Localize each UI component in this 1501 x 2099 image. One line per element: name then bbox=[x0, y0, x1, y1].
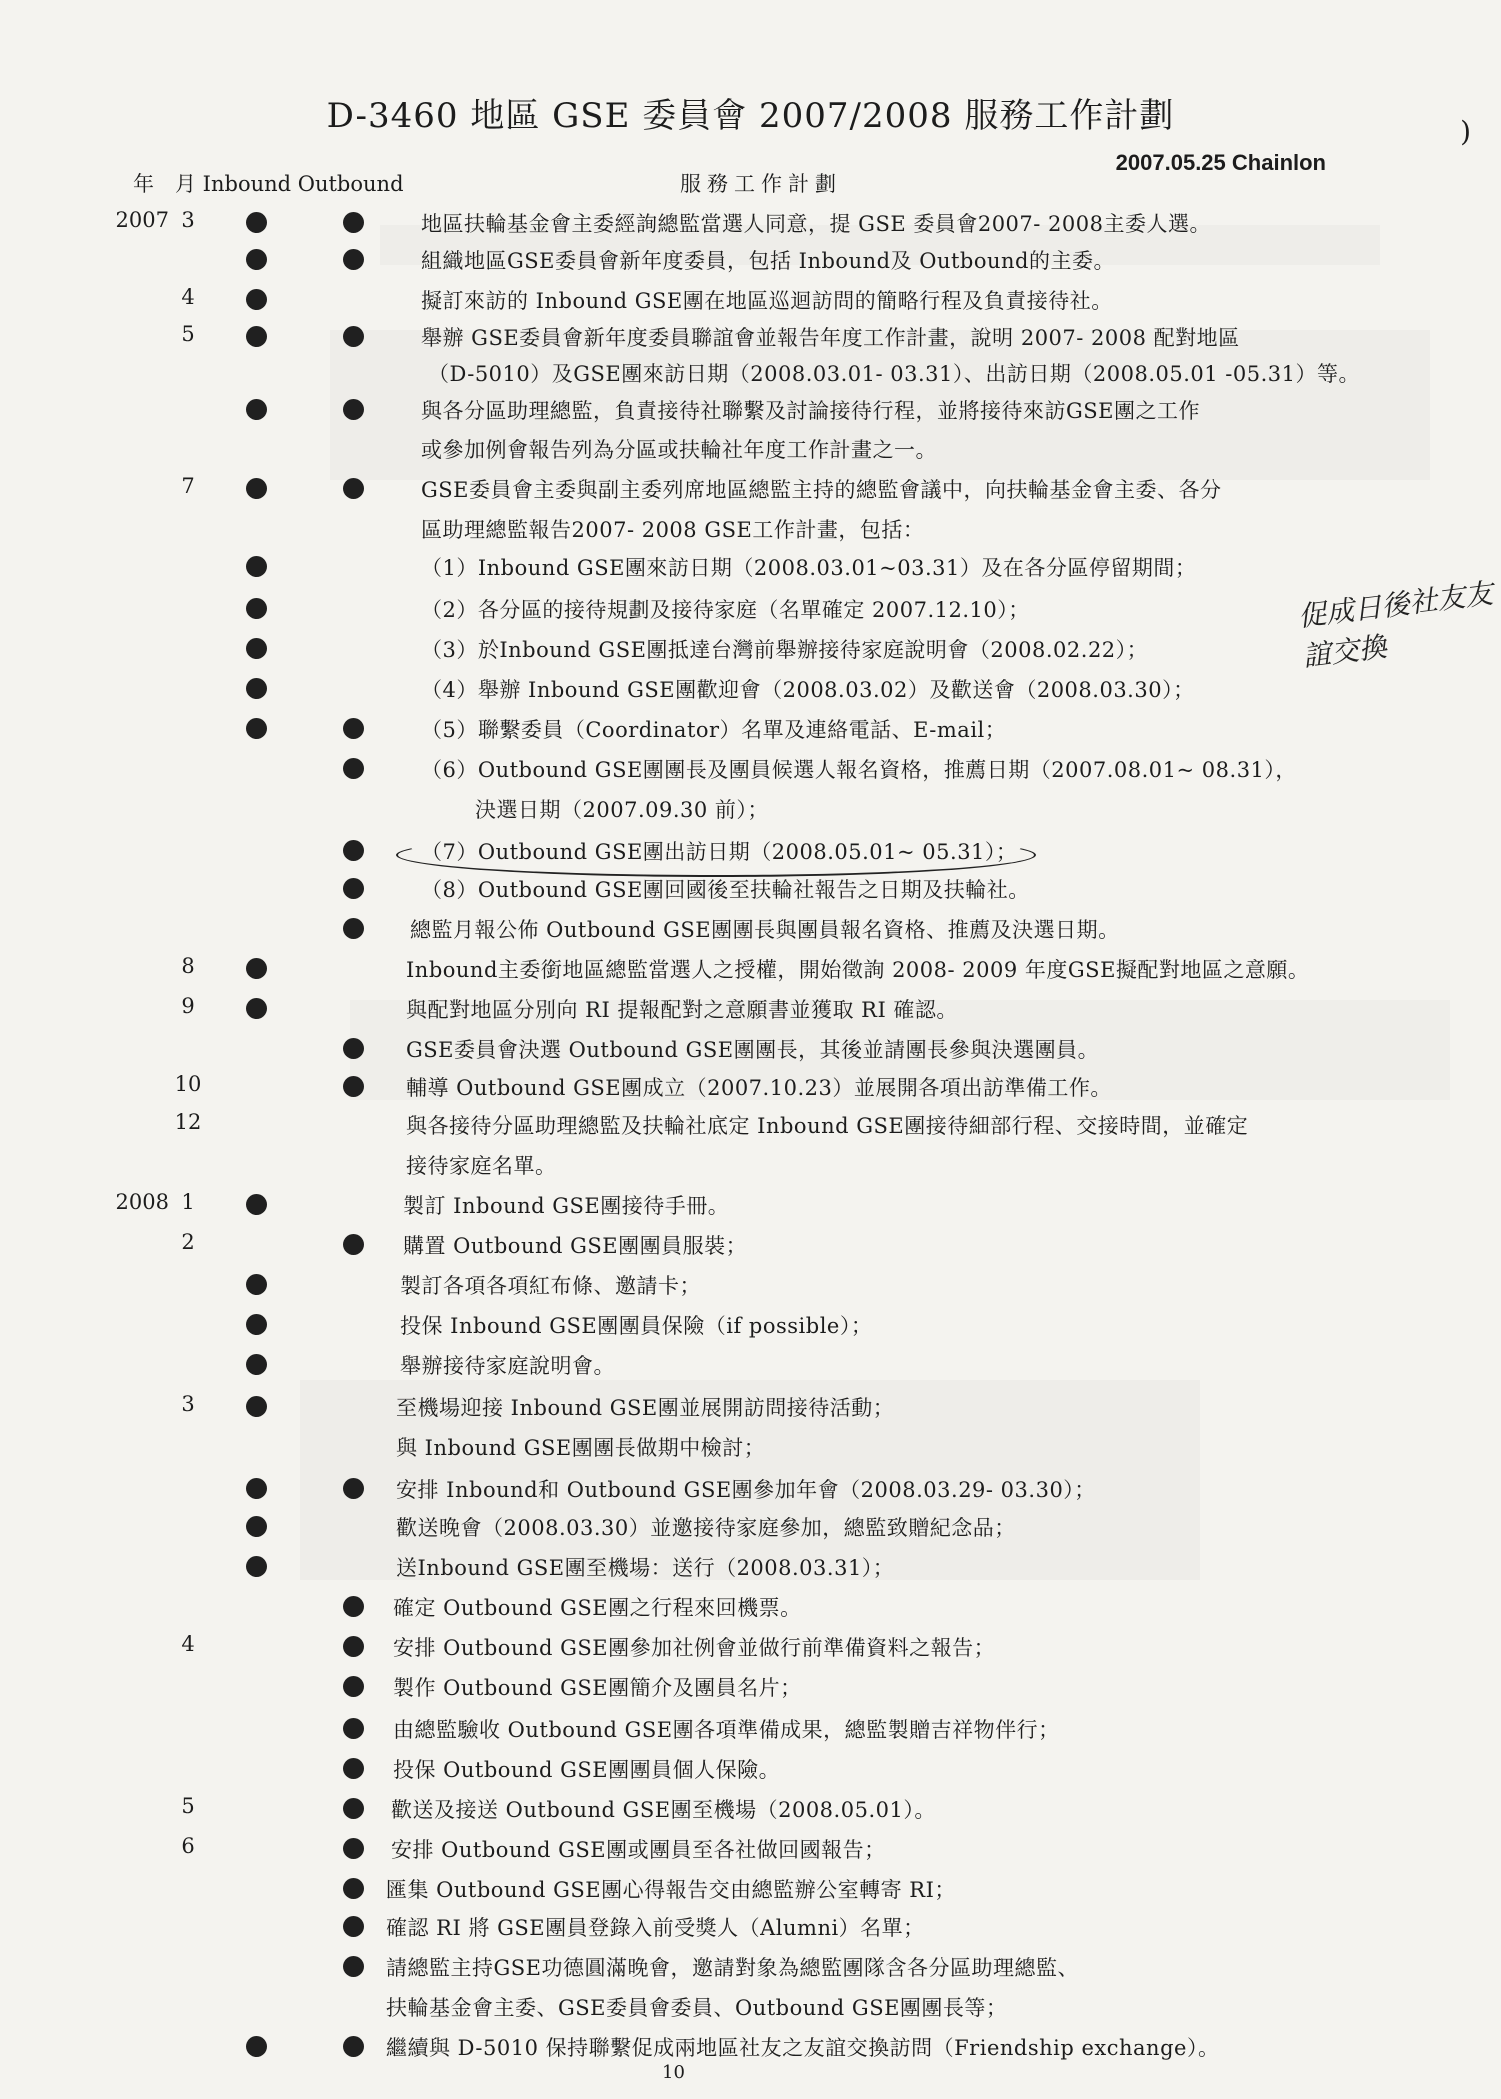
row-text: 組織地區GSE委員會新年度委員，包括 Inbound及 Outbound的主委。 bbox=[421, 249, 1115, 273]
row-month: 5 bbox=[181, 322, 195, 346]
row-text: 與各接待分區助理總監及扶輪社底定 Inbound GSE團接待細部行程、交接時間，並確定 bbox=[406, 1114, 1249, 1138]
plan-row bbox=[0, 208, 1501, 240]
inbound-marker bbox=[246, 478, 267, 499]
inbound-marker bbox=[246, 1478, 267, 1499]
row-text: 請總監主持GSE功德圓滿晚會，邀請對象為總監團隊含各分區助理總監、 bbox=[386, 1956, 1079, 1980]
row-text: 與配對地區分別向 RI 提報配對之意願書並獲取 RI 確認。 bbox=[406, 998, 958, 1022]
plan-row bbox=[0, 994, 1501, 1026]
inbound-marker bbox=[246, 1194, 267, 1215]
outbound-marker bbox=[343, 249, 364, 270]
outbound-marker bbox=[343, 1878, 364, 1899]
row-month: 3 bbox=[181, 1392, 195, 1416]
row-text: 與各分區助理總監，負責接待社聯繫及討論接待行程，並將接待來訪GSE團之工作 bbox=[421, 399, 1200, 423]
edge-mark: ) bbox=[1460, 115, 1471, 148]
plan-row bbox=[0, 1912, 1501, 1944]
outbound-marker bbox=[343, 1676, 364, 1697]
plan-row bbox=[0, 1392, 1501, 1424]
inbound-marker bbox=[246, 1556, 267, 1577]
column-header-left: 年 月 Inbound Outbound bbox=[133, 172, 404, 196]
inbound-marker bbox=[246, 1516, 267, 1537]
handwritten-note: 促成日後社友友誼交換 bbox=[1296, 576, 1495, 673]
row-year: 2008 bbox=[115, 1190, 169, 1214]
plan-row bbox=[0, 1150, 1501, 1182]
row-text: 由總監驗收 Outbound GSE團各項準備成果，總監製贈吉祥物伴行； bbox=[393, 1718, 1060, 1742]
plan-row bbox=[0, 794, 1501, 826]
plan-row bbox=[0, 474, 1501, 506]
inbound-marker bbox=[246, 289, 267, 310]
row-month: 12 bbox=[174, 1110, 202, 1134]
outbound-marker bbox=[343, 2036, 364, 2057]
inbound-marker bbox=[246, 598, 267, 619]
row-text: （D-5010）及GSE團來訪日期（2008.03.01- 03.31）、出訪日期（2008.05.01 -05.31）等。 bbox=[428, 362, 1361, 386]
plan-row bbox=[0, 1754, 1501, 1786]
row-month: 9 bbox=[181, 994, 195, 1018]
row-text: （8）Outbound GSE團回國後至扶輪社報告之日期及扶輪社。 bbox=[421, 878, 1030, 902]
row-text: 製訂各項各項紅布條、邀請卡； bbox=[400, 1274, 701, 1298]
plan-row bbox=[0, 874, 1501, 906]
plan-row bbox=[0, 245, 1501, 277]
outbound-marker bbox=[343, 758, 364, 779]
outbound-marker bbox=[343, 1478, 364, 1499]
row-text: （6）Outbound GSE團團長及團員候選人報名資格，推薦日期（2007.08.01~ 08.31）， bbox=[421, 758, 1297, 782]
row-text: 決選日期（2007.09.30 前）； bbox=[475, 798, 769, 822]
plan-row bbox=[0, 1874, 1501, 1906]
inbound-marker bbox=[246, 249, 267, 270]
plan-row bbox=[0, 1310, 1501, 1342]
plan-row bbox=[0, 1592, 1501, 1624]
inbound-marker bbox=[246, 998, 267, 1019]
row-text: 確認 RI 將 GSE團員登錄入前受獎人（Alumni）名單； bbox=[386, 1916, 925, 1940]
row-text: 投保 Inbound GSE團團員保險（if possible）； bbox=[400, 1314, 873, 1338]
row-text: 歡送晚會（2008.03.30）並邀接待家庭參加，總監致贈紀念品； bbox=[396, 1516, 1016, 1540]
plan-row bbox=[0, 1552, 1501, 1584]
outbound-marker bbox=[343, 1076, 364, 1097]
outbound-marker bbox=[343, 212, 364, 233]
row-month: 4 bbox=[181, 1632, 195, 1656]
plan-row bbox=[0, 2032, 1501, 2064]
row-text: 接待家庭名單。 bbox=[406, 1154, 557, 1178]
page-number: 10 bbox=[662, 2062, 685, 2083]
outbound-marker bbox=[343, 1038, 364, 1059]
plan-row bbox=[0, 914, 1501, 946]
plan-row bbox=[0, 1270, 1501, 1302]
row-text: （4）舉辦 Inbound GSE團歡迎會（2008.03.02）及歡送會（2008.03.30）； bbox=[421, 678, 1195, 702]
inbound-marker bbox=[246, 1274, 267, 1295]
plan-row bbox=[0, 395, 1501, 427]
outbound-marker bbox=[343, 918, 364, 939]
outbound-marker bbox=[343, 718, 364, 739]
row-text: 扶輪基金會主委、GSE委員會委員、Outbound GSE團團長等； bbox=[386, 1996, 1008, 2020]
row-month: 7 bbox=[181, 474, 195, 498]
outbound-marker bbox=[343, 1838, 364, 1859]
plan-row bbox=[0, 322, 1501, 354]
row-text: 安排 Outbound GSE團或團員至各社做回國報告； bbox=[391, 1838, 886, 1862]
plan-row bbox=[0, 1110, 1501, 1142]
outbound-marker bbox=[343, 1956, 364, 1977]
plan-row bbox=[0, 514, 1501, 546]
plan-row bbox=[0, 954, 1501, 986]
plan-row bbox=[0, 1794, 1501, 1826]
inbound-marker bbox=[246, 212, 267, 233]
row-text: （1）Inbound GSE團來訪日期（2008.03.01~03.31）及在各分區停留期間； bbox=[421, 556, 1197, 580]
document-title: D-3460 地區 GSE 委員會 2007/2008 服務工作計劃 bbox=[326, 96, 1175, 136]
row-text: GSE委員會決選 Outbound GSE團團長，其後並請團長參與決選團員。 bbox=[406, 1038, 1100, 1062]
row-text: 或參加例會報告列為分區或扶輪社年度工作計畫之一。 bbox=[421, 438, 937, 462]
row-year: 2007 bbox=[115, 208, 169, 232]
row-month: 10 bbox=[174, 1072, 202, 1096]
plan-row bbox=[0, 1350, 1501, 1382]
row-text: 地區扶輪基金會主委經詢總監當選人同意，提 GSE 委員會2007- 2008主委人選。 bbox=[421, 212, 1211, 236]
row-text: 擬訂來訪的 Inbound GSE團在地區巡迴訪問的簡略行程及負責接待社。 bbox=[421, 289, 1113, 313]
plan-row bbox=[0, 754, 1501, 786]
outbound-marker bbox=[343, 878, 364, 899]
outbound-marker bbox=[343, 1596, 364, 1617]
row-text: （5）聯繫委員（Coordinator）名單及連絡電話、E-mail； bbox=[421, 718, 1007, 742]
row-month: 6 bbox=[181, 1834, 195, 1858]
row-text: 區助理總監報告2007- 2008 GSE工作計畫，包括： bbox=[421, 518, 925, 542]
plan-row bbox=[0, 358, 1501, 390]
row-month: 5 bbox=[181, 1794, 195, 1818]
row-month: 1 bbox=[181, 1190, 195, 1214]
plan-row bbox=[0, 1992, 1501, 2024]
outbound-marker bbox=[343, 326, 364, 347]
inbound-marker bbox=[246, 958, 267, 979]
row-text: （2）各分區的接待規劃及接待家庭（名單確定 2007.12.10）； bbox=[421, 598, 1030, 622]
document-date-author: 2007.05.25 Chainlon bbox=[1115, 150, 1326, 175]
row-month: 8 bbox=[181, 954, 195, 978]
outbound-marker bbox=[343, 1916, 364, 1937]
row-text: （7）Outbound GSE團出訪日期（2008.05.01~ 05.31）； bbox=[421, 840, 1018, 864]
row-text: 總監月報公佈 Outbound GSE團團長與團員報名資格、推薦及決選日期。 bbox=[410, 918, 1120, 942]
inbound-marker bbox=[246, 326, 267, 347]
inbound-marker bbox=[246, 556, 267, 577]
inbound-marker bbox=[246, 1314, 267, 1335]
row-text: 送Inbound GSE團至機場：送行（2008.03.31）； bbox=[396, 1556, 895, 1580]
plan-row bbox=[0, 1512, 1501, 1544]
plan-row bbox=[0, 1230, 1501, 1262]
plan-row bbox=[0, 634, 1501, 666]
row-text: 投保 Outbound GSE團團員個人保險。 bbox=[393, 1758, 781, 1782]
row-text: （3）於Inbound GSE團抵達台灣前舉辦接待家庭說明會（2008.02.22）； bbox=[421, 638, 1149, 662]
row-text: GSE委員會主委與副主委列席地區總監主持的總監會議中，向扶輪基金會主委、各分 bbox=[421, 478, 1222, 502]
plan-row bbox=[0, 1190, 1501, 1222]
row-text: 確定 Outbound GSE團之行程來回機票。 bbox=[393, 1596, 802, 1620]
plan-row bbox=[0, 1072, 1501, 1104]
plan-row bbox=[0, 1632, 1501, 1664]
plan-row bbox=[0, 594, 1501, 626]
row-text: 安排 Outbound GSE團參加社例會並做行前準備資料之報告； bbox=[393, 1636, 996, 1660]
column-header-plan: 服務工作計劃 bbox=[680, 172, 842, 196]
inbound-marker bbox=[246, 1396, 267, 1417]
inbound-marker bbox=[246, 2036, 267, 2057]
row-text: 歡送及接送 Outbound GSE團至機場（2008.05.01）。 bbox=[391, 1798, 936, 1822]
plan-row bbox=[0, 552, 1501, 584]
plan-row bbox=[0, 434, 1501, 466]
row-text: 匯集 Outbound GSE團心得報告交由總監辦公室轉寄 RI； bbox=[386, 1878, 956, 1902]
outbound-marker bbox=[343, 478, 364, 499]
row-text: Inbound主委銜地區總監當選人之授權，開始徵詢 2008- 2009 年度GSE擬配對地區之意願。 bbox=[406, 958, 1310, 982]
row-text: 舉辦 GSE委員會新年度委員聯誼會並報告年度工作計畫，說明 2007- 2008 配對地區 bbox=[421, 326, 1240, 350]
row-text: 製訂 Inbound GSE團接待手冊。 bbox=[403, 1194, 730, 1218]
row-text: 至機場迎接 Inbound GSE團並展開訪問接待活動； bbox=[396, 1396, 895, 1420]
row-text: 安排 Inbound和 Outbound GSE團參加年會（2008.03.29- 03.30）； bbox=[396, 1478, 1096, 1502]
outbound-marker bbox=[343, 399, 364, 420]
handdrawn-underline-mark bbox=[396, 833, 1036, 877]
inbound-marker bbox=[246, 678, 267, 699]
outbound-marker bbox=[343, 1234, 364, 1255]
outbound-marker bbox=[343, 1758, 364, 1779]
row-text: 輔導 Outbound GSE團成立（2007.10.23）並展開各項出訪準備工作。 bbox=[406, 1076, 1112, 1100]
plan-row bbox=[0, 1034, 1501, 1066]
row-month: 2 bbox=[181, 1230, 195, 1254]
row-text: 繼續與 D-5010 保持聯繫促成兩地區社友之友誼交換訪問（Friendship exchange）。 bbox=[386, 2036, 1220, 2060]
row-month: 4 bbox=[181, 285, 195, 309]
plan-row bbox=[0, 1834, 1501, 1866]
plan-row bbox=[0, 1432, 1501, 1464]
plan-row bbox=[0, 1952, 1501, 1984]
outbound-marker bbox=[343, 1798, 364, 1819]
outbound-marker bbox=[343, 840, 364, 861]
row-text: 與 Inbound GSE團團長做期中檢討； bbox=[396, 1436, 766, 1460]
row-month: 3 bbox=[181, 208, 195, 232]
plan-row bbox=[0, 714, 1501, 746]
plan-row bbox=[0, 285, 1501, 317]
inbound-marker bbox=[246, 399, 267, 420]
inbound-marker bbox=[246, 638, 267, 659]
inbound-marker bbox=[246, 1354, 267, 1375]
plan-row bbox=[0, 1672, 1501, 1704]
inbound-marker bbox=[246, 718, 267, 739]
row-text: 舉辦接待家庭說明會。 bbox=[400, 1354, 615, 1378]
plan-row bbox=[0, 1474, 1501, 1506]
row-text: 製作 Outbound GSE團簡介及團員名片； bbox=[393, 1676, 802, 1700]
outbound-marker bbox=[343, 1636, 364, 1657]
row-text: 購置 Outbound GSE團團員服裝； bbox=[403, 1234, 748, 1258]
plan-row bbox=[0, 1714, 1501, 1746]
outbound-marker bbox=[343, 1718, 364, 1739]
plan-row bbox=[0, 674, 1501, 706]
